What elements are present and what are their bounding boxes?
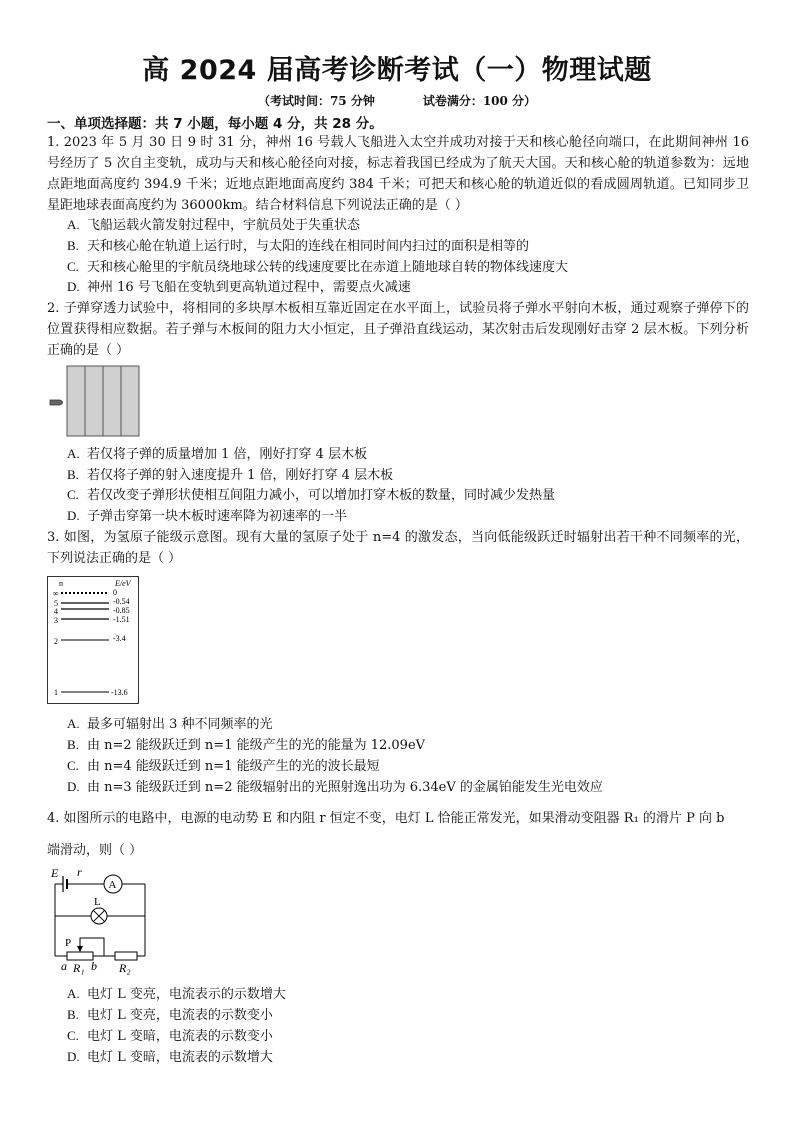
option-label: A. [67,217,80,232]
question-2-stem: 2. 子弹穿透力试验中，将相同的多块厚木板相互靠近固定在水平面上，试验员将子弹水平射向木板，通过观察子弹停下的位置获得相应数据。若子弹与木板间的阻力大小恒定，且子弹沿直线运动，某次射击后发现刚好击穿 2 层木板。下列分析正确的是（ ） [47,301,749,358]
internal-resistance-label: r [77,865,82,879]
question-3-stem: 3. 如图，为氢原子能级示意图。现有大量的氢原子处于 n=4 的激发态，当向低能级跃迁时辐射出若干种不同频率的光，下列说法正确的是（ ） [47,530,749,566]
q3-option-c[interactable] [67,756,380,777]
r1-label: R₁ [73,961,85,975]
question-4-stem-line-2: 端滑动，则（ ） [47,843,143,858]
q4-option-b[interactable] [67,1005,273,1026]
r2-label: R₂ [119,961,131,975]
option-label: C. [67,259,79,274]
q3-option-d[interactable] [67,777,603,798]
level-e-5: -0.54 [113,597,130,606]
option-label: D. [67,508,80,523]
level-e-4: -0.85 [113,606,130,615]
option-label: D. [67,279,80,294]
option-label: D. [67,1049,80,1064]
q1-option-c[interactable] [67,257,568,278]
energy-level-diagram [47,576,139,704]
option-text: 天和核心舱里的宇航员绕地球公转的线速度要比在赤道上随地球自转的物体线速度大 [87,260,569,275]
q1-option-d[interactable] [67,277,411,298]
full-score: 试卷满分：100 分） [422,94,537,108]
exam-info [0,92,794,109]
question-1-stem: 1. 2023 年 5 月 30 日 9 时 31 分，神州 16 号载人飞船进入太空并成功对接于天和核心舱径向端口，在此期间神州 16 号经历了 5 次自主变轨，成功与天和核心舱径向对接，标志着我国已经成为了航天大国。天和核心舱的轨道参数为：远地点距地面高度约 394.9 千米；近地点距地面高度约 384 千米；可把天和核心舱的轨道近似的看成圆周轨道。已知同步卫星距地球表面高度约为 36000km。结合材料信息下列说法正确的是（ ） [47,135,749,213]
option-label: B. [67,238,79,253]
level-e-1: -13.6 [111,688,128,697]
option-text: 子弹击穿第一块木板时速率降为初速率的一半 [87,509,348,524]
level-n-4: 4 [54,607,58,616]
wooden-board-3 [103,366,121,436]
q2-option-b[interactable] [67,465,393,486]
level-n-inf: ∞ [53,589,59,598]
wooden-board-4 [121,366,139,436]
exam-time: （考试时间：75 分钟 [257,94,375,108]
q4-option-d[interactable] [67,1047,273,1068]
option-text: 电灯 L 变亮，电流表的示数变小 [87,1008,273,1023]
option-text: 由 n=3 能级跃迁到 n=2 能级辐射出的光照射逸出功为 6.34eV 的金属铂能发生光电效应 [87,780,603,795]
n-axis-label: n [59,579,63,588]
q2-option-c[interactable] [67,485,555,506]
option-text: 飞船运载火箭发射过程中，宇航员处于失重状态 [87,218,361,233]
level-n-3: 3 [54,616,58,625]
option-label: C. [67,1028,79,1043]
option-text: 天和核心舱在轨道上运行时，与太阳的连线在相同时间内扫过的面积是相等的 [87,239,530,254]
option-label: B. [67,1007,79,1022]
option-text: 电灯 L 变亮，电流表示的示数增大 [87,987,286,1002]
option-text: 由 n=2 能级跃迁到 n=1 能级产生的光的能量为 12.09eV [87,738,426,753]
option-text: 若仅将子弹的射入速度提升 1 倍，刚好打穿 4 层木板 [87,468,394,483]
level-e-inf: 0 [113,588,117,597]
slider-label: P [65,937,72,949]
page-title: 高 2024 届高考诊断考试（一）物理试题 [142,55,652,86]
q2-option-d[interactable] [67,506,347,527]
circuit-diagram [47,862,159,976]
option-label: A. [67,986,80,1001]
emf-label: E [51,866,59,880]
option-label: C. [67,758,79,773]
q4-option-a[interactable] [67,984,286,1005]
option-text: 若仅将子弹的质量增加 1 倍，刚好打穿 4 层木板 [87,447,368,462]
rheostat-r1 [67,952,93,960]
q3-option-b[interactable] [67,735,425,756]
level-n-1: 1 [54,688,58,697]
resistor-r2 [115,952,137,960]
q3-option-a[interactable] [67,714,273,735]
bullet-icon [50,400,63,405]
wooden-board-2 [85,366,103,436]
level-n-5: 5 [54,599,58,608]
option-label: B. [67,737,79,752]
section-heading: 一、单项选择题：共 7 小题，每小题 4 分，共 28 分。 [47,116,383,132]
level-e-2: -3.4 [113,634,126,643]
option-text: 电灯 L 变暗，电流表的示数变小 [87,1029,273,1044]
ammeter-label: A [108,879,117,891]
level-e-3: -1.51 [113,615,130,624]
option-label: C. [67,487,79,502]
q2-option-a[interactable] [67,444,367,465]
option-text: 由 n=4 能级跃迁到 n=1 能级产生的光的波长最短 [87,759,380,774]
option-text: 最多可辐射出 3 种不同频率的光 [87,717,273,732]
option-label: A. [67,446,80,461]
slider-arrow-icon [77,946,83,952]
level-n-2: 2 [54,637,58,646]
question-4-stem-line-1: 4. 如图所示的电路中，电源的电动势 E 和内阻 r 恒定不变，电灯 L 恰能正常发光，如果滑动变阻器 R₁ 的滑片 P 向 b [47,811,725,826]
lamp-label: L [94,896,101,908]
wooden-board-1 [67,366,85,436]
q4-option-c[interactable] [67,1026,273,1047]
q1-option-b[interactable] [67,236,529,257]
option-label: B. [67,467,79,482]
terminal-b-label: b [91,959,97,973]
q1-option-a[interactable] [67,215,360,236]
option-label: D. [67,779,80,794]
bullet-boards-figure [47,364,147,439]
option-text: 若仅改变子弹形状使相互间阻力减小，可以增加打穿木板的数量，同时减少发热量 [87,488,556,503]
e-axis-label: E/eV [115,579,131,588]
option-text: 电灯 L 变暗，电流表的示数增大 [87,1050,273,1065]
option-text: 神州 16 号飞船在变轨到更高轨道过程中，需要点火减速 [87,280,411,295]
terminal-a-label: a [61,959,67,973]
option-label: A. [67,716,80,731]
